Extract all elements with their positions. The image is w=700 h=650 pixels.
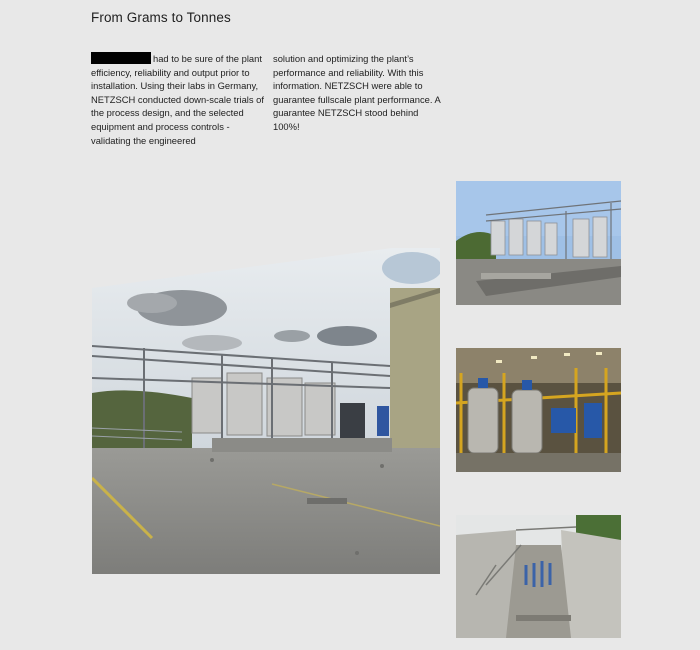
concrete-channel-photo [456, 515, 621, 638]
page-title: From Grams to Tonnes [91, 10, 231, 25]
outdoor-tanks-photo [456, 181, 621, 305]
body-text-1: had to be sure of the plant efficiency, reliability and output prior to installation. Using their labs in Germany, NETZSCH conducted down-scale trials of the process design, and the selected equipment and process controls - validating the engineered [91, 53, 264, 146]
indoor-reactors-photo [456, 348, 621, 472]
redacted-company-name [91, 52, 151, 64]
body-text-column-2 [273, 52, 443, 134]
body-text-2: solution and optimizing the plant’s performance and reliability. With this information. NETZSCH were able to guarantee fullscale plant performance. A guarantee NETZSCH stood behind 100%! [273, 53, 441, 132]
body-text-column-1 [91, 52, 271, 147]
main-plant-photo [92, 248, 440, 574]
